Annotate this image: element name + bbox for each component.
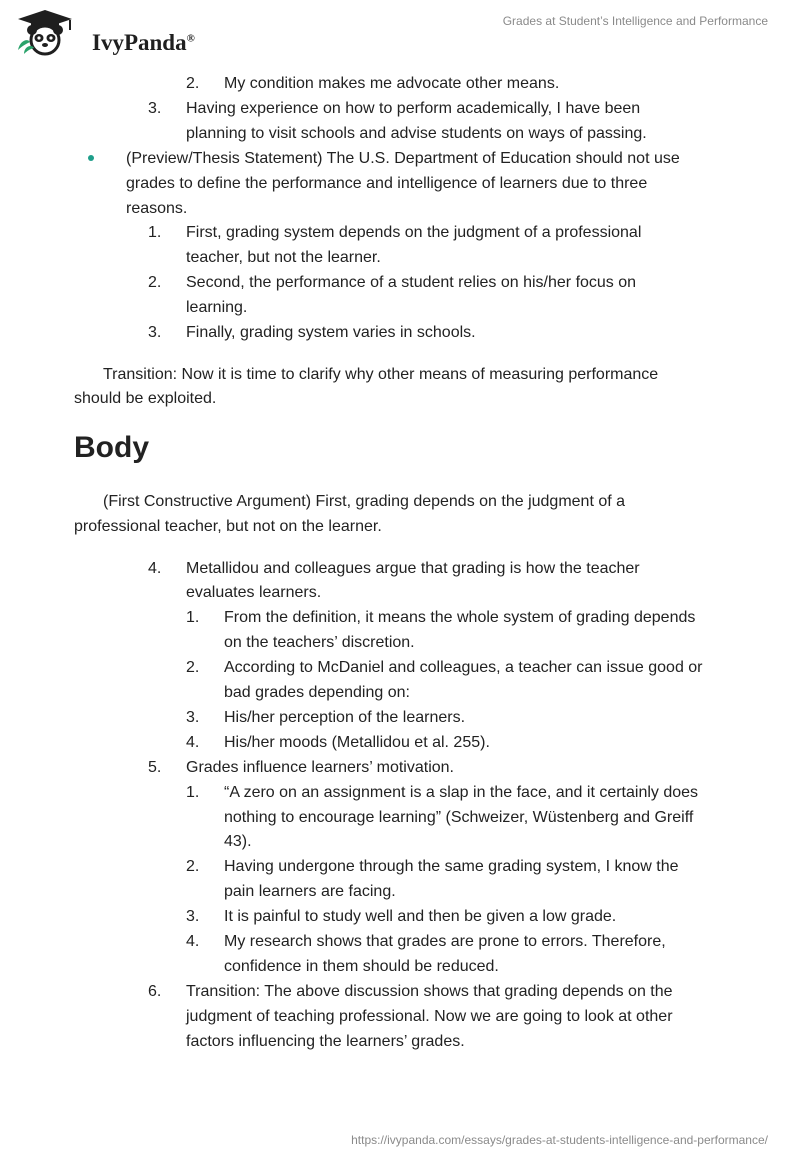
list-item-text: Grades influence learners’ motivation. xyxy=(186,759,454,776)
list-number: 3. xyxy=(186,709,200,726)
transition-paragraph: Transition: Now it is time to clarify why other means of measuring performance xyxy=(103,366,659,383)
list-item-text: From the definition, it means the whole system of grading depends xyxy=(224,609,696,626)
ivypanda-logo[interactable] xyxy=(14,10,199,56)
source-url-link[interactable]: https://ivypanda.com/essays/grades-at-students-intelligence-and-performance/ xyxy=(351,1133,768,1147)
list-item-text: confidence in them should be reduced. xyxy=(224,958,499,975)
list-item-text: Transition: The above discussion shows that grading depends on the xyxy=(186,983,673,1000)
list-item-text: planning to visit schools and advise students on ways of passing. xyxy=(186,125,647,142)
list-item-text: His/her moods (Metallidou et al. 255). xyxy=(224,734,490,751)
thesis-text: grades to define the performance and intelligence of learners due to three xyxy=(126,175,648,192)
argument-paragraph: (First Constructive Argument) First, grading depends on the judgment of a xyxy=(103,493,626,510)
list-item-text: According to McDaniel and colleagues, a teacher can issue good or xyxy=(224,659,703,676)
bullet-icon xyxy=(88,155,94,161)
list-number: 4. xyxy=(186,933,200,950)
list-item-text: Second, the performance of a student relies on his/her focus on xyxy=(186,274,637,291)
list-item-text: judgment of teaching professional. Now we are going to look at other xyxy=(186,1008,673,1025)
list-item-text: learning. xyxy=(186,299,248,316)
logo-wordmark: IvyPanda® xyxy=(92,30,195,55)
list-number: 1. xyxy=(148,224,162,241)
transition-paragraph: should be exploited. xyxy=(74,390,217,407)
list-item-text: My research shows that grades are prone to errors. Therefore, xyxy=(224,933,666,950)
list-item-text: First, grading system depends on the judgment of a professional xyxy=(186,224,642,241)
list-number: 4. xyxy=(186,734,200,751)
list-item-text: factors influencing the learners’ grades. xyxy=(186,1033,465,1050)
list-item-text: nothing to encourage learning” (Schweizer, Wüstenberg and Greiff xyxy=(224,809,694,826)
list-item-text: evaluates learners. xyxy=(186,584,322,601)
list-item-text: His/her perception of the learners. xyxy=(224,709,466,726)
list-item-text: It is painful to study well and then be given a low grade. xyxy=(224,908,617,925)
list-item-text: pain learners are facing. xyxy=(224,883,396,900)
list-number: 1. xyxy=(186,784,200,801)
list-item-text: Having undergone through the same grading system, I know the xyxy=(224,858,679,875)
section-heading-body: Body xyxy=(74,431,149,464)
list-item-text: on the teachers’ discretion. xyxy=(224,634,415,651)
list-item-text: Having experience on how to perform academically, I have been xyxy=(186,100,641,117)
page-header-title: Grades at Student’s Intelligence and Performance xyxy=(502,14,768,28)
panda-graduate-icon xyxy=(14,10,76,56)
list-item-text: bad grades depending on: xyxy=(224,684,410,701)
list-number: 3. xyxy=(148,324,162,341)
argument-paragraph: professional teacher, but not on the learner. xyxy=(74,518,382,535)
list-number: 2. xyxy=(186,659,200,676)
list-item-text: My condition makes me advocate other means. xyxy=(224,75,560,92)
list-number: 2. xyxy=(148,274,162,291)
list-number: 3. xyxy=(186,908,200,925)
thesis-text: reasons. xyxy=(126,200,188,217)
list-number: 2. xyxy=(186,858,200,875)
list-number: 3. xyxy=(148,100,162,117)
list-item-text: Metallidou and colleagues argue that grading is how the teacher xyxy=(186,560,640,577)
list-number: 5. xyxy=(148,759,162,776)
list-item-text: “A zero on an assignment is a slap in the face, and it certainly does xyxy=(224,784,699,801)
list-number: 1. xyxy=(186,609,200,626)
list-number: 6. xyxy=(148,983,162,1000)
list-number: 4. xyxy=(148,560,162,577)
list-item-text: 43). xyxy=(224,833,252,850)
thesis-text: (Preview/Thesis Statement) The U.S. Department of Education should not use xyxy=(126,150,680,167)
list-number: 2. xyxy=(186,75,200,92)
list-item-text: teacher, but not the learner. xyxy=(186,249,381,266)
list-item-text: Finally, grading system varies in schools. xyxy=(186,324,476,341)
